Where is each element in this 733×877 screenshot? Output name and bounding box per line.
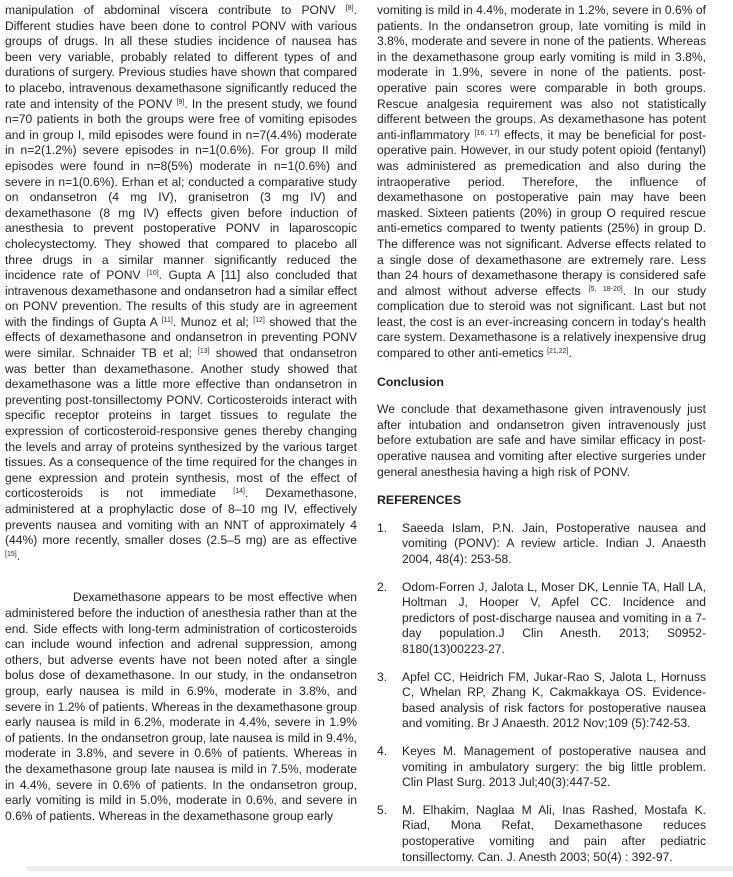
- reference-list: [377, 521, 706, 865]
- citation: [8]: [345, 5, 354, 12]
- page-footer-bar: [27, 866, 733, 871]
- citation: [9]: [176, 98, 185, 106]
- reference-item: [377, 580, 706, 658]
- text-run: .: [568, 346, 572, 361]
- text-run: . In our study complication due to steroid was not significant. Last but not least, the cost is an ever-increasing concern in today's health care system. Dexamethasone is a relatively inexpensive drug compared to other anti-emetics: [377, 283, 706, 361]
- conclusion-heading: Conclusion: [377, 374, 444, 389]
- left-column: [5, 3, 357, 824]
- reference-text: Odom-Forren J, Jalota L, Moser DK, Lennie TA, Hall LA, Holtman J, Hooper V, Apfel CC. Incidence and predictors of post-discharge nausea and vomiting in a 7-day population.J Clin Anesth. 2013; S0952-8180(13)00223-27.: [402, 579, 706, 656]
- citation: [21,22]: [547, 348, 569, 356]
- text-run: showed that the effects of dexamethasone and ondansetron in preventing PONV were similar. Schnaider TB et al;: [5, 314, 357, 361]
- discussion-paragraph-3: [377, 3, 706, 362]
- text-run: . Different studies have been done to control PONV with various groups of drugs. In all these studies incidence of nausea has been very variable, probably related to different types of and durations of surgery. Previous studies have shown that compared to placebo, intravenous dexamethasone significantly reduced the rate and intensity of the PONV: [5, 3, 357, 111]
- citation: [12]: [253, 316, 265, 324]
- reference-number: 4.: [377, 743, 388, 758]
- reference-text: M. Elhakim, Naglaa M Ali, Inas Rashed, Mostafa K. Riad, Mona Refat, Dexamethasone reduces postoperative vomiting and pain after pediatric tonsillectomy. Can. J. Anesth 2003; 50(4) : 392-97.: [402, 802, 706, 864]
- conclusion-paragraph: We conclude that dexamethasone given intravenously just after intubation and ondansetron given intravenously just before extubation are safe and have similar efficacy in post-operative nausea and vomiting after elective surgeries under general anesthesia having a high risk of PONV.: [377, 402, 706, 479]
- text-run: vomiting is mild in 4.4%, moderate in 1.2%, severe in 0.6% of patients. In the ondansetron group, late vomiting is mild in 3.8%, moderate and severe in none of the patients. Whereas in the dexamethasone group early vomiting is mild in 3.8%, moderate in 1.9%, severe in none of the patients. post-operative pain scores were comparable in both groups. Rescue analgesia requirement was also not statistically different between the groups. As dexamethasone has potent anti-inflammatory: [377, 3, 706, 142]
- right-column: [377, 3, 706, 877]
- text-run: .: [16, 548, 21, 563]
- citation: [14]: [233, 488, 245, 496]
- reference-text: Keyes M. Management of postoperative nausea and vomiting in ambulatory surgery: the big little problem. Clin Plast Surg. 2013 Jul;40(3):447-52.: [402, 743, 706, 790]
- text-run: effects, it may be beneficial for post-operative pain. However, in our study potent opioid (fentanyl) was administered as premedication and also during the intraoperative period. Therefore, the influence of dexamethasone on postoperative pain may have been masked. Sixteen patients (20%) in group O required rescue anti-emetics compared to twenty patients (25%) in group D. The difference was not significant. Adverse effects related to a single dose of dexamethasone are extremely rare. Less than 24 hours of dexamethasone therapy is considered safe and almost without adverse effects: [377, 127, 706, 298]
- citation: [5, 18-20]: [588, 285, 623, 293]
- text-run: . Munoz et al;: [172, 314, 254, 329]
- references-heading: REFERENCES: [377, 493, 462, 508]
- reference-number: 5.: [377, 802, 388, 817]
- discussion-paragraph-1: [5, 3, 357, 564]
- text-run: . Gupta A [11] also concluded that intravenous dexamethasone and ondansetron had a similar effect on PONV prevention. The results of this study are in agreement with the findings of Gupta A: [5, 268, 357, 329]
- reference-item: [377, 670, 706, 732]
- reference-number: 1.: [377, 520, 388, 535]
- citation: [11]: [161, 316, 173, 324]
- reference-item: [377, 521, 706, 568]
- citation: [15]: [5, 550, 17, 558]
- discussion-paragraph-2: Dexamethasone appears to be most effective when administered before the induction of anesthesia rather than at the end. Side effects with long-term administration of corticosteroids can include wound infection and adrenal suppression, among others, but adverse events have not been noted after a single bolus dose of dexamethasone. In our study, in the ondansetron group, early nausea is mild in 6.9%, moderate in 3.8%, and severe in 1.2% of patients. Whereas in the dexamethasone group early nausea is mild in 6.2%, moderate in 4.4%, severe in 1.9% of patients. In the ondansetron group, late nausea is mild in 9.4%, moderate in 3.8%, and severe in 0.6% of patients. Whereas in the dexamethasone group late nausea is mild in 7.5%, moderate in 4.4%, severe in 0.6% of patients. In the ondansetron group, early vomiting is mild in 5.0%, moderate in 0.6%, and severe in 0.6% of patients. Whereas in the dexamethasone group early: [5, 590, 357, 823]
- text-run: . Dexamethasone, administered at a prophylactic dose of 8–10 mg IV, effectively prevents nausea and vomiting with an NNT of approximately 4 (44%) more recently, smaller doses (2.5–5 mg) are as effective: [5, 486, 357, 548]
- text-run: manipulation of abdominal viscera contribute to PONV: [5, 3, 346, 17]
- reference-text: Apfel CC, Heidrich FM, Jukar-Rao S, Jalota L, Hornuss C, Whelan RP, Zhang K, Cakmakkaya OS. Evidence-based analysis of risk factors for postoperative nausea and vomiting. Br J Anaesth. 2012 Nov;109 (5):742-53.: [402, 669, 706, 731]
- text-run: . In the present study, we found n=70 patients in both the groups were free of vomiting episodes and in group I, mild episodes were found in n=7(4.4%) moderate in n=2(1.2%) severe episodes in n=1(0.6%). For group II mild episodes were found in n=8(5%) moderate in n=1(0.6%) and severe in n=1(0.6%). Erhan et al; conducted a comparative study on ondansetron (4 mg IV), granisetron (3 mg IV) and dexamethasone (8 mg IV) effects given before induction of anesthesia to prevent postoperative PONV in laparoscopic cholecystectomy. They showed that compared to placebo all three drugs in a similar manner significantly reduced the incidence rate of PONV: [5, 96, 357, 283]
- reference-item: [377, 744, 706, 791]
- text-run: showed that ondansetron was better than dexamethasone. Another study showed that dexamethasone was a little more effective than ondansetron in preventing post-tonsillectomy PONV. Corticosteroids interact with specific receptor proteins in target tissues to regulate the expression of corticosteroid-responsive genes thereby changing the levels and array of proteins synthesized by the various target tissues. As a consequence of the time required for the changes in gene expression and protein synthesis, most of the effect of corticosteroids is not immediate: [5, 346, 357, 501]
- reference-number: 2.: [377, 579, 388, 594]
- reference-item: [377, 803, 706, 865]
- reference-number: 3.: [377, 669, 388, 684]
- citation: [13]: [197, 348, 210, 356]
- reference-text: Saeeda Islam, P.N. Jain, Postoperative nausea and vomiting (PONV): A review article. Indian J. Anaesth 2004, 48(4): 253-58.: [402, 520, 706, 566]
- citation: [10]: [146, 270, 159, 278]
- citation: [16, 17]: [474, 129, 500, 137]
